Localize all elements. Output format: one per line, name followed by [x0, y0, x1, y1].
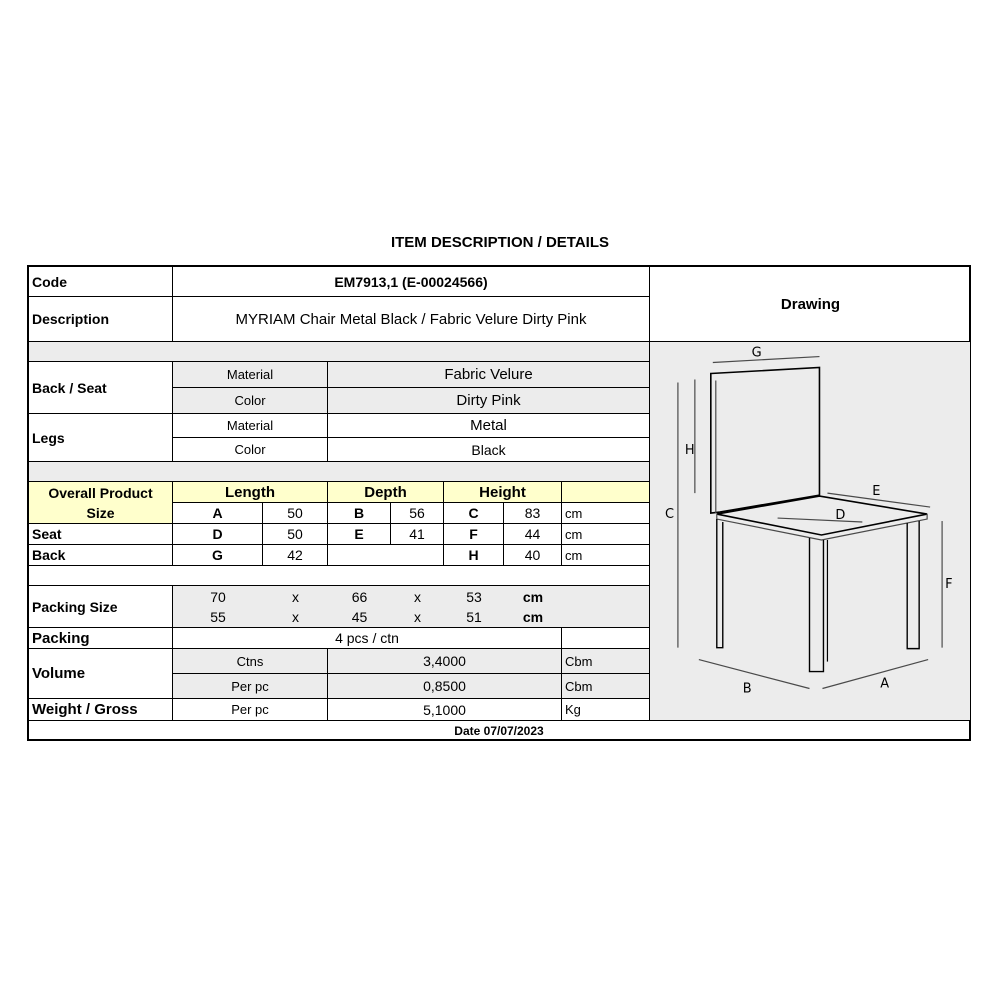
- dim-letter-g: G: [173, 545, 263, 566]
- volume-ctns-value: 3,4000: [328, 649, 562, 674]
- document-title: ITEM DESCRIPTION / DETAILS: [390, 234, 610, 251]
- dim-label-d: D: [835, 507, 846, 523]
- back-label: Back: [29, 545, 173, 566]
- height-header: Height: [444, 482, 562, 503]
- pack2-times: x: [263, 607, 328, 627]
- pack2-unit: cm: [504, 607, 562, 627]
- overall-size-label-line1: Overall Product: [29, 482, 173, 503]
- dim-line-g: [713, 356, 820, 362]
- dim-label-b: B: [742, 680, 752, 696]
- date-footer: Date 07/07/2023: [454, 724, 544, 738]
- dim-value-e: 41: [391, 524, 444, 545]
- length-header: Length: [173, 482, 328, 503]
- code-label: Code: [29, 267, 173, 297]
- back-seat-color-label: Color: [173, 388, 328, 414]
- overall-size-label-line2: Size: [29, 503, 173, 524]
- pack1-length: 70: [173, 587, 263, 607]
- weight-value: 5,1000: [328, 699, 562, 721]
- chair-leg-front-left: [810, 537, 824, 671]
- dim-unit: cm: [562, 503, 650, 524]
- dim-letter-h: H: [444, 545, 504, 566]
- pack1-unit: cm: [504, 587, 562, 607]
- dim-value-c: 83: [504, 503, 562, 524]
- dim-value-f: 44: [504, 524, 562, 545]
- pack1-height: 53: [444, 587, 504, 607]
- item-details-sheet: [27, 265, 971, 741]
- dim-letter-d: D: [173, 524, 263, 545]
- unit-header: [562, 482, 650, 503]
- dim-value-g: 42: [263, 545, 328, 566]
- dim-letter-e: E: [328, 524, 391, 545]
- dim-value-h: 40: [504, 545, 562, 566]
- code-value: EM7913,1 (E-00024566): [173, 267, 650, 297]
- separator-row: [29, 566, 650, 586]
- weight-label: Weight / Gross: [29, 699, 173, 721]
- legs-material-value: Metal: [328, 414, 650, 438]
- description-label: Description: [29, 297, 173, 342]
- dim-letter-f: F: [444, 524, 504, 545]
- weight-unit: Kg: [562, 699, 650, 721]
- dim-letter-a: A: [173, 503, 263, 524]
- dim-value-d: 50: [263, 524, 328, 545]
- pack2-depth: 45: [328, 607, 391, 627]
- pack2-height: 51: [444, 607, 504, 627]
- dim-letter-b: B: [328, 503, 391, 524]
- legs-label: Legs: [29, 414, 173, 462]
- dim-line-a: [822, 659, 928, 688]
- chair-diagram: [650, 342, 970, 721]
- weight-perpc-label: Per pc: [173, 699, 328, 721]
- dim-label-h: H: [684, 442, 695, 458]
- dim-label-f: F: [945, 576, 953, 592]
- dim-value-a: 50: [263, 503, 328, 524]
- pack2-times: x: [391, 607, 444, 627]
- seat-label: Seat: [29, 524, 173, 545]
- separator-row: [29, 342, 650, 362]
- dim-unit: cm: [562, 545, 650, 566]
- volume-ctns-label: Ctns: [173, 649, 328, 674]
- chair-leg-back-left: [717, 519, 723, 648]
- dim-value-b: 56: [391, 503, 444, 524]
- volume-perpc-label: Per pc: [173, 674, 328, 699]
- packing-label: Packing: [29, 628, 173, 649]
- dim-label-a: A: [880, 676, 890, 692]
- pack2-length: 55: [173, 607, 263, 627]
- pack1-depth: 66: [328, 587, 391, 607]
- dim-empty-cell: [328, 545, 444, 566]
- pack1-times: x: [391, 587, 444, 607]
- packing-value: 4 pcs / ctn: [173, 628, 562, 649]
- dim-label-e: E: [872, 483, 881, 499]
- depth-header: Depth: [328, 482, 444, 503]
- dim-line-d: [778, 518, 863, 522]
- chair-leg-back-right: [907, 521, 919, 649]
- pack1-times: x: [263, 587, 328, 607]
- description-value: MYRIAM Chair Metal Black / Fabric Velure Dirty Pink: [173, 297, 650, 342]
- legs-color-label: Color: [173, 438, 328, 462]
- drawing-label: Drawing: [650, 267, 971, 342]
- dim-line-b: [699, 659, 810, 688]
- drawing-area: [650, 342, 971, 721]
- separator-row: [29, 462, 650, 482]
- back-seat-material-label: Material: [173, 362, 328, 388]
- dim-label-g: G: [751, 345, 762, 361]
- back-seat-color-value: Dirty Pink: [328, 388, 650, 414]
- dim-unit: cm: [562, 524, 650, 545]
- back-seat-label: Back / Seat: [29, 362, 173, 414]
- volume-perpc-unit: Cbm: [562, 674, 650, 699]
- volume-ctns-unit: Cbm: [562, 649, 650, 674]
- legs-material-label: Material: [173, 414, 328, 438]
- volume-perpc-value: 0,8500: [328, 674, 562, 699]
- volume-label: Volume: [29, 649, 173, 699]
- dim-label-c: C: [664, 506, 675, 522]
- chair-back-outline: [711, 367, 820, 513]
- back-seat-material-value: Fabric Velure: [328, 362, 650, 388]
- legs-color-value: Black: [328, 438, 650, 462]
- packing-unit-cell: [562, 628, 650, 649]
- dim-letter-c: C: [444, 503, 504, 524]
- chair-seat-edge: [717, 514, 927, 540]
- packing-size-label: Packing Size: [29, 586, 173, 628]
